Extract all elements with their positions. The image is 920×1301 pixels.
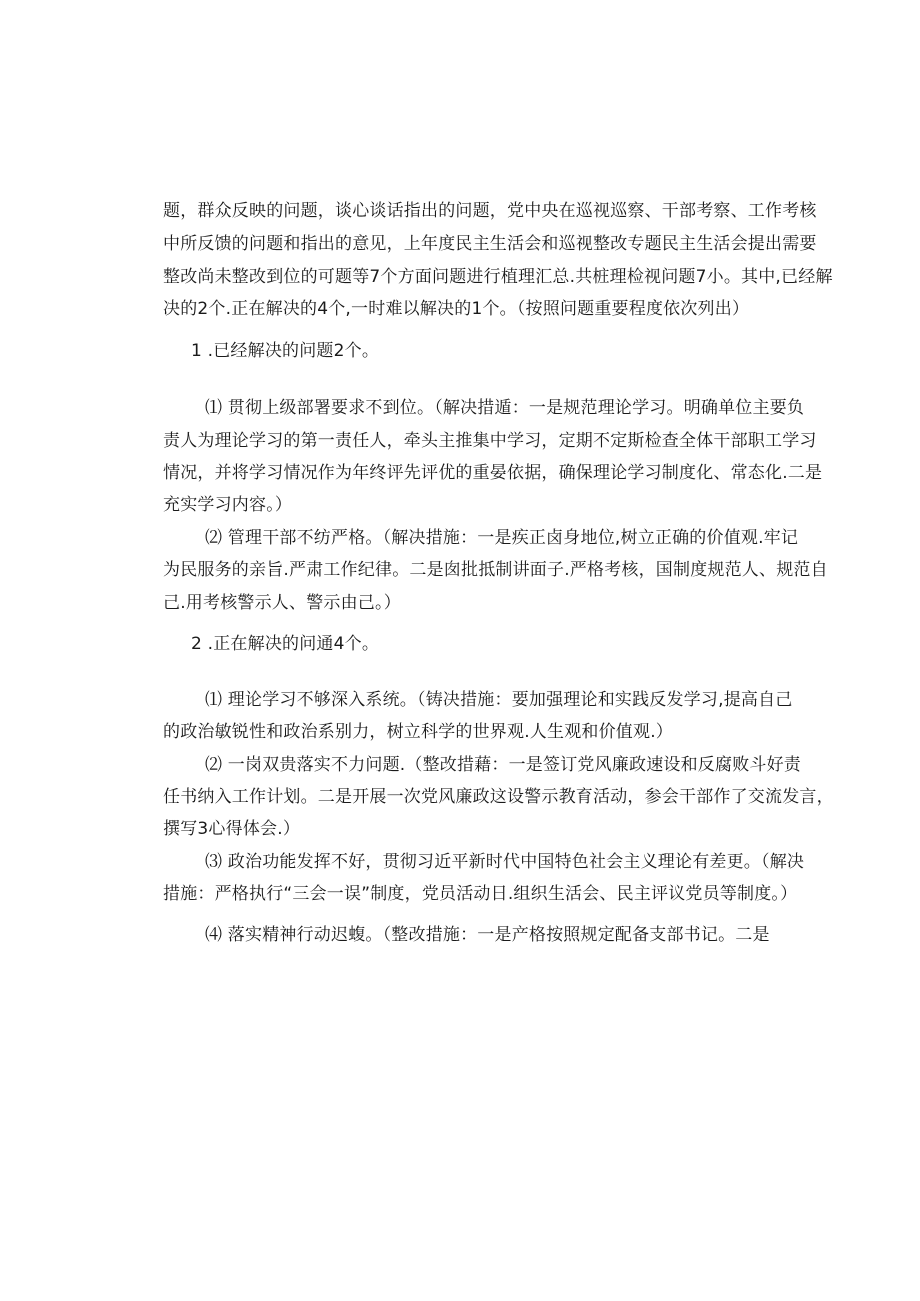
body-text-line: 的政治敏锐性和政治系别力，树立科学的世界观.人生观和价值观.） xyxy=(163,722,674,742)
list-item-text: ⑴ 理论学习不够深入系统。（铸决措施：要加强理论和实践反发学习,提高自己 xyxy=(205,690,793,710)
list-item-text: ⑵ 管理干部不纺严格。（解决措施：一是疾正卤身地位,树立正确的价值观.牢记 xyxy=(205,528,799,548)
section-heading: 1 .已经解决的问题2个。 xyxy=(191,341,380,361)
body-text-line: 中所反馈的问题和指出的意见，上年度民主生活会和巡视整改专题民主生活会提出需要 xyxy=(163,234,817,254)
body-text-line: 情况，并将学习情况作为年终评先评优的重晏依据，确保理论学习制度化、常态化.二是 xyxy=(163,463,823,483)
list-item-text: ⑷ 落实精神行动迟蝮。（整改措施：一是产格按照规定配备支部书记。二是 xyxy=(205,925,770,945)
body-text-line: 撰写3心得体会.） xyxy=(163,819,301,839)
body-text-line: 为民服务的亲旨.严肃工作纪律。二是囱批抵制讲面子.严格考核，国制度规范人、规范自 xyxy=(163,560,828,580)
section-heading: 2 .正在解决的问通4个。 xyxy=(191,634,380,654)
list-item-text: ⑵ 一岗双贵落实不力问题.（整改措藉：一是签订党风廉政速设和反腐败斗好责 xyxy=(205,755,802,775)
body-text-line: 整改尚未整改到位的可题等7个方面问题进行植理汇总.共桩理检视问题7小。其中,已经解 xyxy=(163,267,833,287)
body-text-line: 措施：严格执行“三会一误”制度，党员活动日.组织生活会、民主评议党员等制度。） xyxy=(163,884,798,904)
body-text-line: 充实学习内容。） xyxy=(163,495,293,515)
list-item-text: ⑶ 政治功能发挥不好，贯彻习近平新时代中国特色社会主义理论有差更。（解决 xyxy=(205,852,805,872)
body-text-line: 己.用考核警示人、警示由己。） xyxy=(163,593,401,613)
body-text-line: 决的2个.正在解决的4个,一时难以解决的1个。（按照问题重要程度依次列出） xyxy=(163,299,750,319)
list-item-text: ⑴ 贯彻上级部署要求不到位。（解决措遁：一是规范理论学习。明确单位主要负 xyxy=(205,398,805,418)
body-text-line: 题，群众反映的问题，谈心谈话指出的问题，党中央在巡视巡察、干部考察、工作考核 xyxy=(163,201,817,221)
body-text-line: 任书纳入工作计划。二是开展一次党风廉政这设警示教育活动，参会干部作了交流发言， xyxy=(163,787,834,807)
body-text-line: 责人为理论学习的第一责任人，牵头主推集中学习，定期不定斯检查全体干部职工学习 xyxy=(163,431,817,451)
